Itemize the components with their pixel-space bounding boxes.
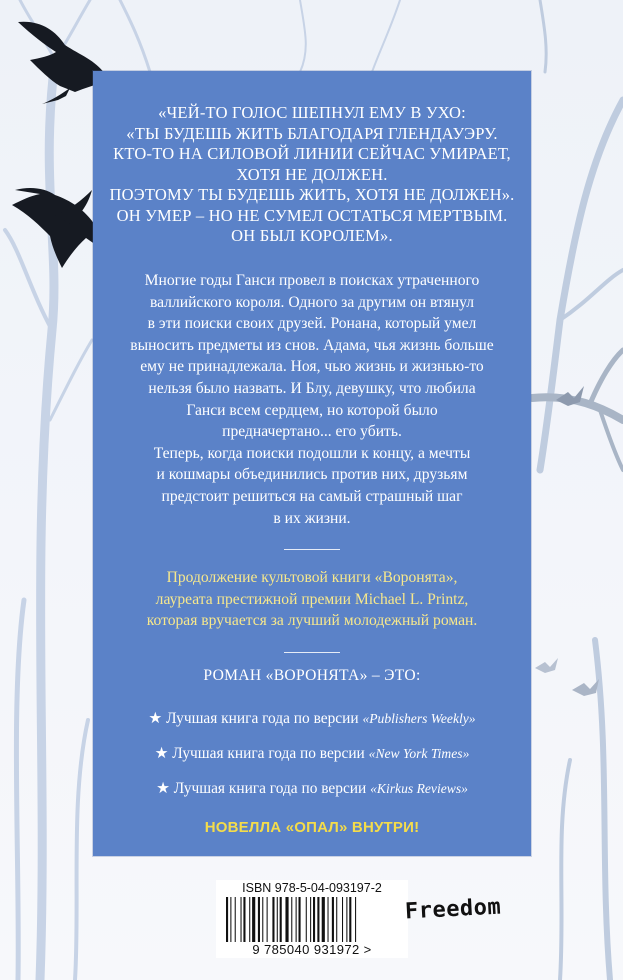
description-line: и кошмары объединились против них, друзьям	[156, 466, 468, 484]
description-line: валлийского короля. Одного за другим он втянул	[149, 293, 475, 311]
barcode-icon	[226, 897, 398, 942]
description-block	[93, 270, 531, 529]
divider	[284, 652, 340, 653]
quote-line: ОН БЫЛ КОРОЛЕМ».	[231, 226, 393, 245]
quote-line: «ЧЕЙ-ТО ГОЛОС ШЕПНУЛ ЕМУ В УХО:	[158, 103, 466, 122]
award-source: «Publishers Weekly»	[362, 711, 476, 726]
quote-line: ХОТЯ НЕ ДОЛЖЕН.	[236, 164, 388, 184]
divider	[284, 549, 340, 550]
novella-banner: НОВЕЛЛА «ОПАЛ» ВНУТРИ!	[204, 819, 420, 836]
award-text: Лучшая книга года по версии	[173, 780, 371, 797]
star-icon: ★	[154, 745, 169, 762]
description-line: в их жизни.	[273, 509, 351, 527]
award-item	[93, 709, 531, 728]
award-text: Лучшая книга года по версии	[166, 710, 363, 727]
description-line: нельзя было назвать. И Блу, девушку, что любила	[148, 379, 476, 397]
quote-line: ПОЭТОМУ ТЫ БУДЕШЬ ЖИТЬ, ХОТЯ НЕ ДОЛЖЕН».	[109, 185, 515, 204]
award-source: «New York Times»	[368, 746, 470, 761]
barcode-block	[216, 880, 408, 958]
roman-heading: РОМАН «ВОРОНЯТА» – ЭТО:	[203, 667, 421, 684]
publisher-logo: Freedom	[404, 894, 502, 925]
star-icon: ★	[156, 780, 170, 797]
description-line: Ганси всем сердцем, но которой было	[186, 401, 438, 419]
award-item	[93, 779, 531, 798]
quote-line: ОН УМЕР – НО НЕ СУМЕЛ ОСТАТЬСЯ МЕРТВЫМ.	[116, 205, 508, 225]
description-line: Многие годы Ганси провел в поисках утраченного	[144, 272, 480, 289]
description-line: предначертано... его убить.	[222, 423, 402, 441]
award-source: «Kirkus Reviews»	[370, 781, 468, 796]
description-line: предстоит решиться на самый страшный шаг	[161, 487, 463, 505]
blurb-panel	[93, 71, 531, 856]
award-item	[93, 744, 531, 763]
isbn-number: ISBN 978-5-04-093197-2	[242, 881, 382, 895]
continuation-line: лауреата престижной премии Michael L. Printz,	[155, 590, 469, 608]
description-line: ему не принадлежала. Ноя, чью жизнь и жизнью-то	[140, 358, 484, 376]
continuation-line: Продолжение культовой книги «Воронята»,	[166, 569, 458, 586]
description-line: выносить предметы из снов. Адама, чья жизнь больше	[130, 336, 494, 354]
description-line: в эти поиски своих друзей. Ронана, который умел	[147, 315, 477, 333]
ean-number: 9 785040 931972 >	[252, 942, 372, 957]
quote-block	[93, 103, 531, 247]
star-icon: ★	[148, 710, 163, 727]
description-line: Теперь, когда поиски подошли к концу, а мечты	[153, 444, 471, 462]
quote-line: «ТЫ БУДЕШЬ ЖИТЬ БЛАГОДАРЯ ГЛЕНДАУЭРУ.	[126, 123, 498, 143]
continuation-line: которая вручается за лучший молодежный роман.	[146, 612, 478, 629]
quote-line: КТО-ТО НА СИЛОВОЙ ЛИНИИ СЕЙЧАС УМИРАЕТ,	[113, 144, 511, 163]
award-text: Лучшая книга года по версии	[172, 745, 369, 762]
continuation-block	[93, 567, 531, 632]
